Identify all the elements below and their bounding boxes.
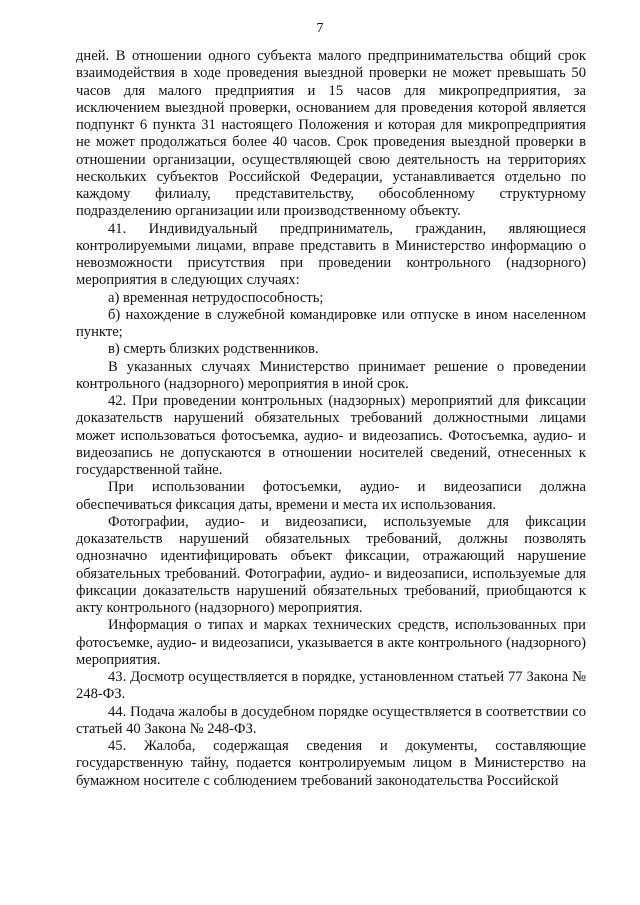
paragraph-item-41: 41. Индивидуальный предприниматель, гражданин, являющиеся контролируемыми лицами, вправе представить в Министерство информацию о невозможности присутствия при проведении контрольного (надзорного) мероприятия в следующих случаях: <box>76 220 586 289</box>
list-item-c: в) смерть близких родственников. <box>108 341 319 358</box>
list-item-a: а) временная нетрудоспособность; <box>108 289 324 306</box>
paragraph-item-44: 44. Подача жалобы в досудебном порядке осуществляется в соответствии со статьей 40 Закона № 248-ФЗ. <box>76 703 586 737</box>
document-body <box>76 48 586 790</box>
paragraph-decision: В указанных случаях Министерство принимает решение о проведении контрольного (надзорного) мероприятия в иной срок. <box>76 358 586 392</box>
paragraph-item-43: 43. Досмотр осуществляется в порядке, установленном статьей 77 Закона № 248-ФЗ. <box>76 669 586 703</box>
paragraph-technical-means: Информация о типах и марках технических средств, использованных при фотосъемке, аудио- и видеозаписи, указывается в акте контрольного (надзорного) мероприятия. <box>76 617 586 668</box>
paragraph-photo-evidence: Фотографии, аудио- и видеозаписи, используемые для фиксации доказательств нарушений обязательных требований, должны позволять однозначно идентифицировать объект фиксации, отражающий нарушение обязательных требований. Фотографии, аудио- и видеозаписи, используемые для фиксации доказательств нарушений обязательных требований, приобщаются к акту контрольного (надзорного) мероприятия. <box>76 513 586 616</box>
list-item-b: б) нахождение в служебной командировке или отпуске в ином населенном пункте; <box>76 306 586 340</box>
paragraph-continuation: дней. В отношении одного субъекта малого предпринимательства общий срок взаимодействия в ходе проведения выездной проверки не может превышать 50 часов для малого предприятия и 15 часов для микропредприятия, за исключением выездной проверки, основанием для проведения которой является подпункт 6 пункта 31 настоящего Положения и которая для микропредприятия не может продолжаться более 40 часов. Срок проведения выездной проверки в отношении организации, осуществляющей свою деятельность на территориях нескольких субъектов Российской Федерации, устанавливается отдельно по каждому филиалу, представительству, обособленному структурному подразделению организации или производственному объекту. <box>76 48 586 220</box>
paragraph-item-45: 45. Жалоба, содержащая сведения и документы, составляющие государственную тайну, подается контролируемым лицом в Министерство на бумажном носителе с соблюдением требований законодательства Российской <box>76 738 586 789</box>
page-number: 7 <box>316 21 324 36</box>
paragraph-photo-fixation: При использовании фотосъемки, аудио- и видеозаписи должна обеспечиваться фиксация даты, времени и места их использования. <box>76 479 586 513</box>
paragraph-item-42: 42. При проведении контрольных (надзорных) мероприятий для фиксации доказательств нарушений обязательных требований должностными лицами может использоваться фотосъемка, аудио- и видеозапись. Фотосъемка, аудио- и видеозапись не допускаются в отношении носителей сведений, отнесенных к государственной тайне. <box>76 393 586 478</box>
